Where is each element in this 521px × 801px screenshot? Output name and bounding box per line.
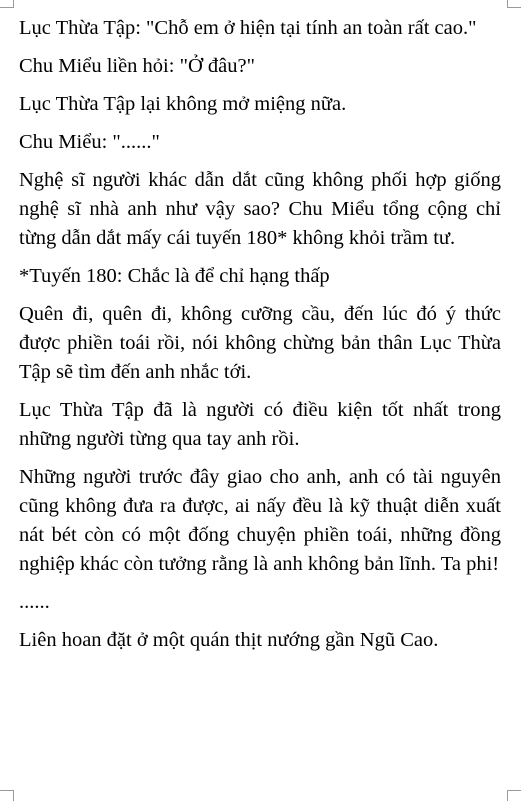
footnote-paragraph: *Tuyến 180: Chắc là để chỉ hạng thấp [19,265,330,287]
document-page [19,14,501,664]
paragraph: Liên hoan đặt ở một quán thịt nướng gần Ngũ Cao. [19,629,439,651]
paragraph: Lục Thừa Tập: "Chỗ em ở hiện tại tính an toàn rất cao." [19,17,477,39]
paragraph: Những người trước đây giao cho anh, anh có tài nguyên cũng không đưa ra được, ai nấy đều là kỹ thuật diễn xuất nát bét còn có một đống chuyện phiền toái, những đồng nghiệp khác còn tưởng rằng là anh không bản lĩnh. Ta phi! [19,466,501,575]
paragraph: Chu Miểu liền hỏi: "Ở đâu?" [19,55,255,77]
crop-mark-top-left [0,0,14,8]
ellipsis-paragraph: ...... [19,591,50,613]
paragraph: Lục Thừa Tập lại không mở miệng nữa. [19,93,347,115]
paragraph: Lục Thừa Tập đã là người có điều kiện tốt nhất trong những người từng qua tay anh rồi. [19,399,501,450]
paragraph: Nghệ sĩ người khác dẫn dắt cũng không phối hợp giống nghệ sĩ nhà anh như vậy sao? Chu Miểu tổng cộng chỉ từng dẫn dắt mấy cái tuyến 180* không khỏi trầm tư. [19,169,501,249]
crop-mark-bottom-right [507,790,521,801]
paragraph: Chu Miểu: "......" [19,131,160,153]
crop-mark-bottom-left [0,790,14,801]
paragraph: Quên đi, quên đi, không cưỡng cầu, đến lúc đó ý thức được phiền toái rồi, nói không chừng bản thân Lục Thừa Tập sẽ tìm đến anh nhắc tới. [19,303,501,383]
crop-mark-top-right [507,0,521,8]
